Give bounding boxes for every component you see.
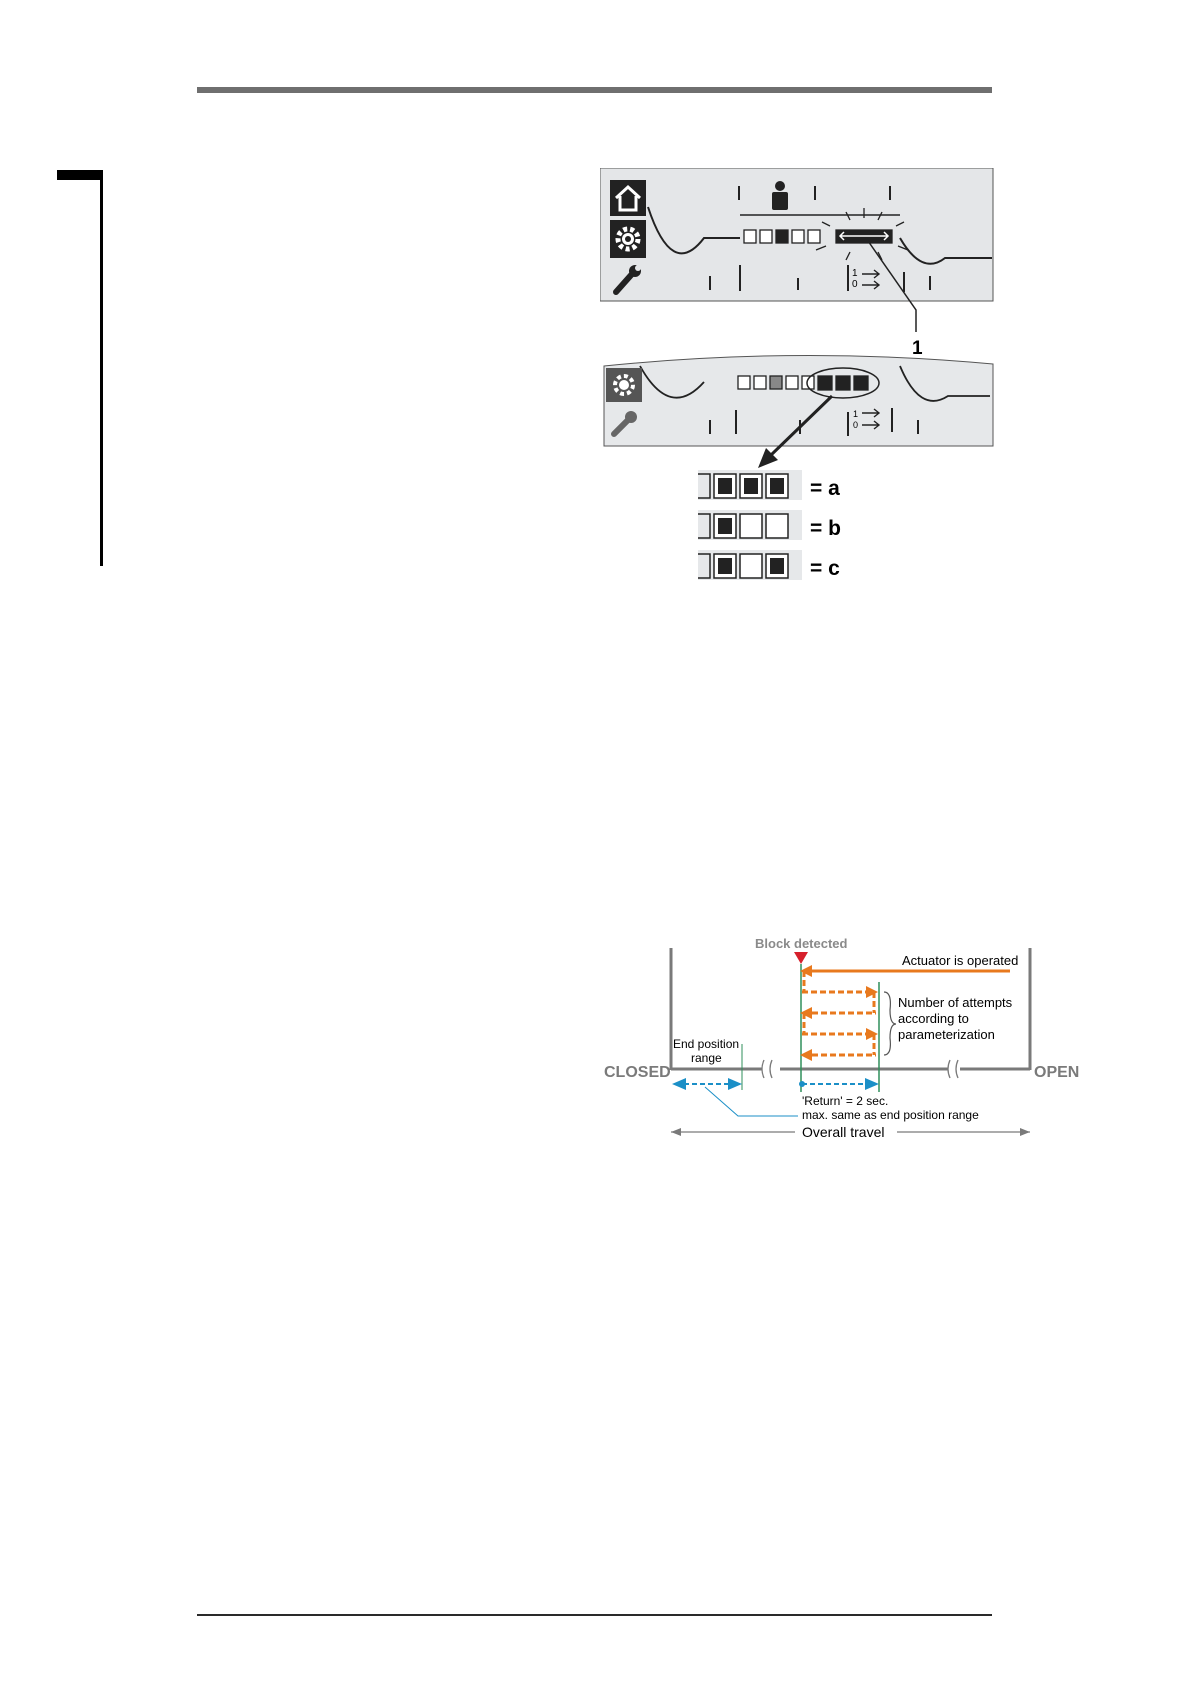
return-label: 'Return' = 2 sec. [802, 1094, 889, 1108]
chapter-side-bar [100, 170, 103, 566]
svg-text:= a: = a [810, 477, 840, 500]
svg-text:= c: = c [810, 557, 840, 580]
display-panel-full [600, 168, 993, 332]
display-figure [600, 168, 1000, 588]
travel-diagram [600, 930, 1080, 1145]
legend-row-a [698, 470, 840, 500]
svg-text:0: 0 [852, 279, 858, 290]
closed-label: CLOSED [604, 1064, 671, 1081]
end-position-label: End position [673, 1037, 740, 1051]
header-rule [197, 87, 992, 93]
svg-text:= b: = b [810, 517, 841, 540]
block-marker [794, 952, 808, 964]
end-position-label-2: range [691, 1051, 722, 1065]
footer-rule [197, 1614, 992, 1616]
display-panel-detail [604, 355, 993, 446]
block-detected-label: Block detected [755, 936, 848, 951]
legend-row-c [698, 550, 840, 580]
gear-icon[interactable] [606, 368, 642, 402]
overall-travel-label: Overall travel [802, 1124, 885, 1140]
open-label: OPEN [1034, 1064, 1080, 1081]
callout-number: 1 [912, 338, 923, 359]
attempts-label-2: according to [898, 1011, 969, 1026]
legend-row-b [698, 510, 841, 540]
chapter-tab-marker [57, 170, 103, 180]
svg-text:1: 1 [853, 409, 859, 419]
home-icon[interactable] [610, 180, 646, 216]
svg-text:0: 0 [853, 420, 859, 430]
attempts-label-3: parameterization [898, 1027, 995, 1042]
actuator-operated-label: Actuator is operated [902, 953, 1019, 968]
attempts-label: Number of attempts [898, 995, 1013, 1010]
return-label-2: max. same as end position range [802, 1108, 979, 1122]
svg-text:1: 1 [852, 268, 858, 279]
gear-icon[interactable] [610, 220, 646, 258]
